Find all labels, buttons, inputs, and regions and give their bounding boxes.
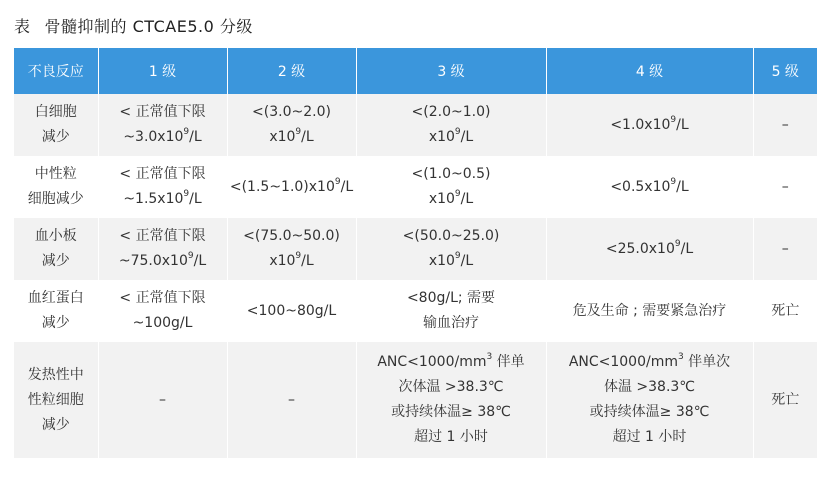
- table-row-febrile-neutropenia: [14, 342, 817, 458]
- cell-grade-1: < 正常值下限 $\sim 3.0x10^9/L$: [98, 94, 227, 156]
- header-grade-1: 1 级: [98, 48, 227, 94]
- header-row: [14, 48, 817, 94]
- cell-grade-2: <(3.0~2.0) $x10^9/L$: [227, 94, 356, 156]
- cell-adverse-event: 血红蛋白 减少: [14, 280, 98, 342]
- table-title-prefix: 表: [14, 17, 31, 36]
- cell-grade-2: <100~80g/L: [227, 280, 356, 342]
- header-grade-4: 4 级: [546, 48, 753, 94]
- cell-grade-5: –: [753, 218, 817, 280]
- header-adverse-event: 不良反应: [14, 48, 98, 94]
- cell-adverse-event: 白细胞 减少: [14, 94, 98, 156]
- cell-adverse-event: 中性粒 细胞减少: [14, 156, 98, 218]
- cell-adverse-event: 发热性中 性粒细胞 减少: [14, 342, 98, 458]
- header-grade-5: 5 级: [753, 48, 817, 94]
- table-row-leukopenia: [14, 94, 817, 156]
- cell-grade-1: < 正常值下限 $\sim 75.0x10^9/L$: [98, 218, 227, 280]
- cell-grade-5: –: [753, 156, 817, 218]
- cell-grade-5: 死亡: [753, 342, 817, 458]
- cell-grade-2: $<(1.5\sim 1.0)x10^9/L$: [227, 156, 356, 218]
- cell-grade-1: –: [98, 342, 227, 458]
- cell-grade-3: <80g/L; 需要 输血治疗: [356, 280, 546, 342]
- table-row-anemia: [14, 280, 817, 342]
- cell-adverse-event: 血小板 减少: [14, 218, 98, 280]
- cell-grade-4: 危及生命 ; 需要紧急治疗: [546, 280, 753, 342]
- cell-grade-4: $<25.0x10^9/L$: [546, 218, 753, 280]
- cell-grade-4: $<0.5x10^9/L$: [546, 156, 753, 218]
- table-row-thrombocytopenia: [14, 218, 817, 280]
- cell-grade-2: <(75.0~50.0) $x10^9/L$: [227, 218, 356, 280]
- cell-grade-3: <(2.0~1.0) $x10^9/L$: [356, 94, 546, 156]
- cell-grade-3: <(1.0~0.5) $x10^9/L$: [356, 156, 546, 218]
- table-title-text: 骨髓抑制的 CTCAE5.0 分级: [44, 17, 253, 36]
- cell-grade-4: $ANC<1000/mm^3$ 伴单次 体温 >38.3℃ 或持续体温≥ 38℃ 超过 1 小时: [546, 342, 753, 458]
- cell-grade-1: < 正常值下限 ~100g/L: [98, 280, 227, 342]
- table-row-neutropenia: [14, 156, 817, 218]
- cell-grade-2: –: [227, 342, 356, 458]
- cell-grade-3: $ANC<1000/mm^3$ 伴单 次体温 >38.3℃ 或持续体温≥ 38℃ 超过 1 小时: [356, 342, 546, 458]
- header-grade-2: 2 级: [227, 48, 356, 94]
- cell-grade-5: –: [753, 94, 817, 156]
- cell-grade-1: < 正常值下限 $\sim 1.5x10^9/L$: [98, 156, 227, 218]
- cell-grade-3: <(50.0~25.0) $x10^9/L$: [356, 218, 546, 280]
- cell-grade-5: 死亡: [753, 280, 817, 342]
- table-title: [14, 14, 253, 37]
- ctcae-grading-table: [14, 48, 817, 458]
- cell-grade-4: $<1.0x10^9/L$: [546, 94, 753, 156]
- header-grade-3: 3 级: [356, 48, 546, 94]
